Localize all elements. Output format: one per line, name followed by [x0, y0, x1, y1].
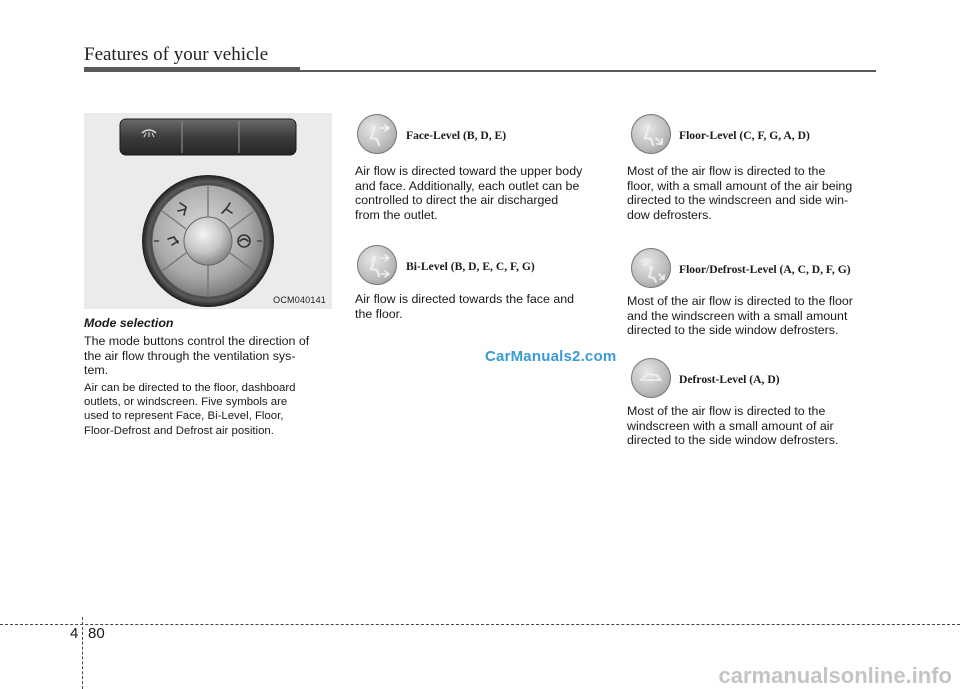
site-watermark: carmanualsonline.info — [718, 663, 952, 688]
footer-vertical-divider — [82, 617, 83, 689]
mode-buttons-paragraph: The mode buttons control the direction of the air flow through the ventilation sys- tem. — [84, 334, 310, 378]
face-level-label: Face-Level (B, D, E) — [406, 129, 507, 142]
defrost-description: Most of the air flow is directed to the windscreen with a small amount of air directed to the side window defrosters. — [627, 404, 839, 448]
face-level-icon — [357, 114, 397, 154]
floor-defrost-icon — [631, 248, 671, 288]
footer-divider — [0, 624, 960, 625]
floor-defrost-label: Floor/Defrost-Level (A, C, D, F, G) — [679, 263, 851, 276]
floor-level-label: Floor-Level (C, F, G, A, D) — [679, 129, 810, 142]
defrost-icon — [631, 358, 671, 398]
carmanuals-watermark: CarManuals2.com — [485, 348, 617, 365]
defrost-label: Defrost-Level (A, D) — [679, 373, 780, 386]
floor-level-icon — [631, 114, 671, 154]
air-direction-paragraph: Air can be directed to the floor, dashboard outlets, or windscreen. Five symbols are used to represent Face, Bi-Level, Floor, Floor-Defrost and Defrost air position. — [84, 382, 296, 437]
header-rule-thin — [300, 70, 876, 72]
chapter-number: 4 — [70, 625, 79, 642]
mode-control-figure — [84, 113, 332, 309]
bi-level-description: Air flow is directed towards the face and the floor. — [355, 292, 575, 321]
floor-defrost-description: Most of the air flow is directed to the floor and the windscreen with a small amount directed to the side window defrosters. — [627, 294, 853, 338]
page-header-title: Features of your vehicle — [84, 44, 269, 65]
bi-level-icon — [357, 245, 397, 285]
floor-level-description: Most of the air flow is directed to the floor, with a small amount of the air being directed to the windscreen and side win- dow defrosters. — [627, 164, 853, 222]
mode-selection-heading: Mode selection — [84, 316, 174, 330]
page-number: 80 — [88, 625, 105, 642]
control-panel-illustration — [84, 113, 332, 309]
header-rule-thick — [84, 67, 300, 72]
face-level-description: Air flow is directed toward the upper body and face. Additionally, each outlet can be controlled to direct the air discharged from the outlet. — [355, 164, 583, 222]
bi-level-label: Bi-Level (B, D, E, C, F, G) — [406, 260, 535, 273]
figure-code: OCM040141 — [273, 295, 326, 305]
